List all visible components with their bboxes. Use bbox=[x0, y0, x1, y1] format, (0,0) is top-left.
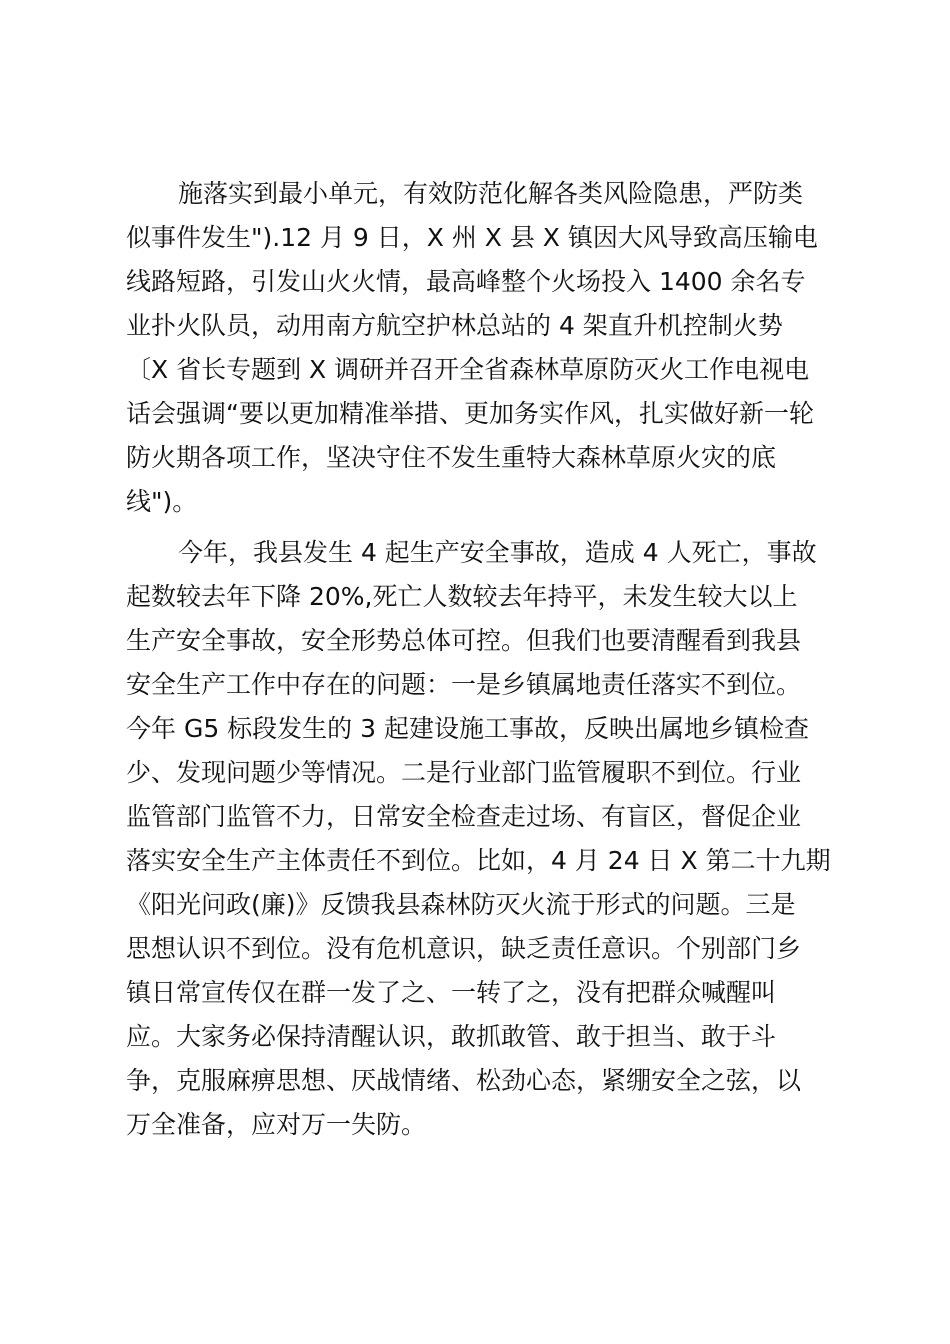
text-line: 业扑火队员，动用南方航空护林总站的 4 架直升机控制火势 bbox=[126, 311, 783, 340]
text-line: 少、发现问题少等情况。二是行业部门监管履职不到位。行业 bbox=[126, 758, 802, 787]
text-line: 〔X 省长专题到 X 调研并召开全省森林草原防灭火工作电视电 bbox=[126, 355, 810, 384]
text-line: 今年 G5 标段发生的 3 起建设施工事故，反映出属地乡镇检查 bbox=[126, 714, 809, 743]
text-line: 思想认识不到位。没有危机意识，缺乏责任意识。个别部门乡 bbox=[126, 934, 802, 963]
text-line: 监管部门监管不力，日常安全检查走过场、有盲区，督促企业 bbox=[126, 802, 802, 831]
text-line: 施落实到最小单元，有效防范化解各类风险隐患，严防类 bbox=[178, 179, 804, 208]
paragraph-1 bbox=[126, 172, 846, 524]
text-line: 落实安全生产主体责任不到位。比如，4 月 24 日 X 第二十九期 bbox=[126, 846, 831, 875]
text-line: 起数较去年下降 20%,死亡人数较去年持平，未发生较大以上 bbox=[126, 582, 798, 611]
text-line: 争，克服麻痹思想、厌战情绪、松劲心态，紧绷安全之弦，以 bbox=[126, 1066, 802, 1095]
text-line: 应。大家务必保持清醒认识，敢抓敢管、敢于担当、敢于斗 bbox=[126, 1022, 777, 1051]
text-line: 万全准备，应对万一失防。 bbox=[126, 1110, 427, 1139]
text-line: 《阳光问政(廉)》反馈我县森林防灭火流于形式的问题。三是 bbox=[126, 890, 796, 919]
text-line: 话会强调“要以更加精准举措、更加务实作风，扎实做好新一轮 bbox=[126, 399, 814, 428]
text-line: 今年，我县发生 4 起生产安全事故，造成 4 人死亡，事故 bbox=[178, 538, 817, 567]
text-line: 线")。 bbox=[126, 487, 198, 516]
text-line: 生产安全事故，安全形势总体可控。但我们也要清醒看到我县 bbox=[126, 626, 802, 655]
text-line: 镇日常宣传仅在群一发了之、一转了之，没有把群众喊醒叫 bbox=[126, 978, 777, 1007]
text-line: 线路短路，引发山火火情，最高峰整个火场投入 1400 余名专 bbox=[126, 267, 806, 296]
text-line: 似事件发生").12 月 9 日，X 州 X 县 X 镇因大风导致高压输电 bbox=[126, 223, 818, 252]
text-line: 安全生产工作中存在的问题：一是乡镇属地责任落实不到位。 bbox=[126, 670, 802, 699]
paragraph-2 bbox=[126, 531, 846, 1147]
text-line: 防火期各项工作，坚决守住不发生重特大森林草原火灾的底 bbox=[126, 443, 777, 472]
